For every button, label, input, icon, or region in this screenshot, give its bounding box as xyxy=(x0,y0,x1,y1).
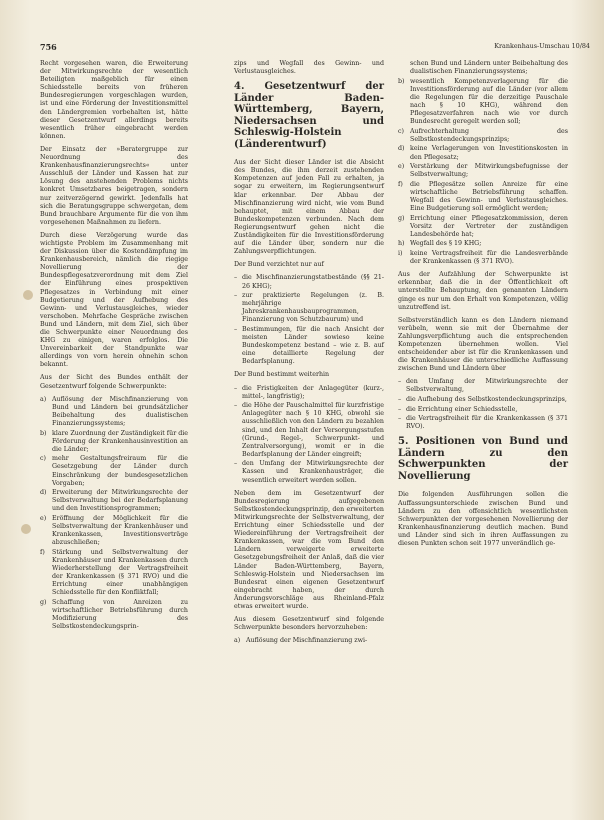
list-marker: a) xyxy=(40,395,47,403)
list-item-text: Auflösung der Mischfinanzierung von Bund und Ländern bei grundsätzlicher Beibehaltung des dualistischen Finanzierungssystems; xyxy=(52,395,188,427)
list-item-text: die Pflegesätze sollen Anreize für eine wirtschaftliche Betriebsführung schaffen. Wegfall des Gewinn- und Verlustausgleiches. Eine Budgetierung soll ermöglicht werden; xyxy=(410,180,568,213)
list-marker: h) xyxy=(398,240,405,248)
list-marker: f) xyxy=(40,548,45,556)
list-item-text: Wegfall des § 19 KHG; xyxy=(410,240,482,248)
text-column-right xyxy=(398,60,568,553)
enumerated-list xyxy=(234,637,384,645)
dash-list xyxy=(234,385,384,485)
list-item: – den Umfang der Mitwirkungsrechte der Kassen und Krankenhausträger, die wesentlich erweitert werden sollen. xyxy=(234,460,384,484)
list-marker: g) xyxy=(398,214,405,222)
list-item: – die Mischfinanzierungstatbestände (§§ 21-26 KHG); xyxy=(234,274,384,290)
list-item xyxy=(398,250,568,266)
enumerated-list xyxy=(398,60,568,266)
journal-running-title: Krankenhaus-Umschau 10/84 xyxy=(494,42,590,50)
list-item-text: die Vertragsfreiheit für die Krankenkassen (§ 371 RVO). xyxy=(406,415,568,431)
list-item-text: klare Zuordnung der Zuständigkeit für die Förderung der Krankenhausinvestition an die Länder; xyxy=(52,429,188,453)
list-item xyxy=(40,515,188,547)
list-item-text: den Umfang der Mitwirkungsrechte der Kassen und Krankenhausträger, die wesentlich erweitert werden sollen. xyxy=(242,460,384,484)
list-marker: a) xyxy=(234,637,241,645)
list-marker: i) xyxy=(398,250,403,258)
list-item xyxy=(40,430,188,454)
list-item xyxy=(40,455,188,487)
list-item-text: die Errichtung einer Schiedsstelle, xyxy=(406,405,518,413)
paragraph: zips und Wegfall des Gewinn- und Verlustausgleiches. xyxy=(234,60,384,76)
page-number: 756 xyxy=(40,42,57,52)
list-item-text: die Höhe der Pauschalmittel für kurzfristige Anlagegüter nach § 10 KHG, obwohl sie ausschließlich von den Ländern zu bezahlen sind, und den Inhalt der Versorgungsstufen (Grund-, Regel-, Schwerpunkt- und Zentralversorgung), womit er in die Bedarfsplanung der Länder eingreift; xyxy=(242,402,384,458)
list-item-text: keine Verlagerungen von Investitionskosten in den Pflegesatz; xyxy=(410,145,568,161)
list-item xyxy=(398,60,568,76)
list-item xyxy=(398,78,568,127)
list-marker: g) xyxy=(40,598,47,606)
list-item: – die Höhe der Pauschalmittel für kurzfristige Anlagegüter nach § 10 KHG, obwohl sie ausschließlich von den Ländern zu bezahlen sind, und den Inhalt der Versorgungsstufen (Grund-, Regel-, Schwerpunkt- und Zentralversorgung), womit er in die Bedarfsplanung der Länder eingreift; xyxy=(234,402,384,458)
paragraph: Recht vorgesehen waren, die Erweiterung der Mitwirkungsrechte der wesentlich Beteiligten maßgeblich für einen Schiedsstelle bereits von früheren Bundesregierungen vorgeschlagen wurden, ist und eine Förderung der Investitionsmittel den Ländergremien vorbehalten ist, hätte dieser Gesetzentwurf allerdings bereits wesentlich früher eingebracht werden können. xyxy=(40,60,188,140)
list-item-text: Aufrechterhaltung des Selbstkostendeckungsprinzips; xyxy=(410,127,568,143)
section-heading: 5. Positionen von Bund und Ländern zu den Schwerpunkten der Novellierung xyxy=(398,436,568,482)
list-item xyxy=(40,549,188,598)
paragraph: Aus der Sicht dieser Länder ist die Absicht des Bundes, die ihm derzeit zustehenden Kompetenzen auf jeden Fall zu erhalten, ja sogar zu erweitern, im Regierungsentwurf klar erkennbar. Der Abbau der Mischfinanzierung wird nicht, wie vom Bund behauptet, mit einem Abbau der Bundeskompetenzen verbunden. Nach dem Regierungsentwurf gehen nicht die Zuständigkeiten für die Investitionsförderung auf die Länder über, sondern nur die Zahlungsverpflichtungen. xyxy=(234,159,384,256)
margin-mark-circle xyxy=(23,290,33,300)
list-item-text: zur praktizierte Regelungen (z. B. mehrjährige Jahreskrankenhausbauprogrammen, Finanzierung von Schutzbaurum) und xyxy=(242,292,384,324)
paragraph: Der Bund bestimmt weiterhin xyxy=(234,371,330,379)
list-item: – zur praktizierte Regelungen (z. B. mehrjährige Jahreskrankenhausbauprogrammen, Finanzierung von Schutzbaurum) und xyxy=(234,292,384,324)
list-item xyxy=(398,163,568,179)
list-item: – die Aufhebung des Selbstkostendeckungsprinzips, xyxy=(398,396,567,404)
list-item-text: Stärkung und Selbstverwaltung der Krankenhäuser und Krankenkassen durch Wiederherstellung der Vertragsfreiheit der Krankenkassen (§ 371 RVO) und die Errichtung einer unabhängigen Schiedsstelle für den Konfliktfall; xyxy=(52,548,188,597)
list-marker: b) xyxy=(398,77,405,85)
list-item-text: die Mischfinanzierungstatbestände (§§ 21-26 KHG); xyxy=(242,274,384,290)
list-item: – die Vertragsfreiheit für die Krankenkassen (§ 371 RVO). xyxy=(398,415,568,431)
list-item-text: Eröffnung der Möglichkeit für die Selbstverwaltung der Krankenhäuser und Krankenkassen, Investitionsverträge abzuschließen; xyxy=(52,514,188,547)
paragraph: Der Bund verzichtet nur auf xyxy=(234,261,324,269)
paragraph: Die folgenden Ausführungen sollen die Auffassungsunterschiede zwischen Bund und Ländern zu den offensichtlich wesentlichsten Schwerpunkten der vorgesehenen Novellierung der Krankenhausfinanzierung deutlich machen. Bund und Länder sind sich in ihren Auffassungen zu diesen Punkten schon seit 1977 unverändlich ge- xyxy=(398,491,568,547)
list-item-text: Auflösung der Mischfinanzierung zwi- xyxy=(246,637,368,645)
paragraph: Durch diese Verzögerung wurde das wichtigste Problem im Zusammenhang mit der Diskussion über die Kostendämpfung im Krankenhausbereich, nämlich die riegige Novellierung der Bundespflegesatzverordnung mit dem Ziel der Einführung eines prospektiven Pflegesatzes in Verbindung mit einer Budgetierung und der Aufhebung des Gewinn- und Verlustausgleiches, wieder verschoben. Mehrfache Gespräche zwischen Bund und Ländern, mit dem Ziel, sich über die Schwerpunkte einer Neuordnung des KHG zu einigen, waren erfolglos. Die Unvereinbarkeit der Standpunkte war allerdings von vorn herein ohnehin schon bekannt. xyxy=(40,231,188,369)
list-item-text: wesentlich Kompetenzverlagerung für die Investitionsförderung auf die Länder (vor allem die Regelungen für die derzeitige Pauschale nach § 10 KHG), während den Pflegesatzverfahren nach wie vor durch Bundesrecht geregelt werden soll; xyxy=(410,77,568,126)
list-item xyxy=(398,215,568,239)
list-item xyxy=(398,181,568,213)
dash-list xyxy=(234,274,384,366)
list-marker: e) xyxy=(40,514,47,522)
margin-mark-circle xyxy=(21,524,31,534)
text-column-middle xyxy=(234,60,384,650)
list-item: – den Umfang der Mitwirkungsrechte der Selbstverwaltung, xyxy=(398,378,568,394)
list-item-text: schen Bund und Ländern unter Beibehaltung des dualistischen Finanzierungssystems; xyxy=(410,60,568,76)
list-item-text: Errichtung einer Pflegesatzkommission, deren Vorsitz der Vertreter der zuständigen Landesbehörde hat; xyxy=(410,214,568,238)
paragraph: Neben dem im Gesetzentwurf der Bundesregierung aufgegebenen Selbstkostendeckungsprinzip, den erweiterten Mitwirkungsrechte der Selbstverwaltung, der Errichtung einer Schiedsstelle und der Wiedereinführung der Vertragsfreiheit der Krankenkassen, war die vom Bund den Ländern verweigerte erweiterte Gesetzgebungsfreiheit der Anlaß, daß die vier Länder Baden-Württemberg, Bayern, Schleswig-Holstein und Niedersachsen im Bundesrat einen eigenen Gesetzentwurf eingebracht haben, der durch Änderungsvorschläge aus Rheinland-Pfalz etwas erweitert wurde. xyxy=(234,489,384,610)
text-column-left xyxy=(40,60,188,636)
list-item-text: die Aufhebung des Selbstkostendeckungsprinzips, xyxy=(406,396,567,404)
list-marker: b) xyxy=(40,429,47,437)
list-item-text: den Umfang der Mitwirkungsrechte der Selbstverwaltung, xyxy=(406,378,568,394)
list-item xyxy=(40,489,188,513)
list-item xyxy=(40,396,188,428)
list-marker: d) xyxy=(398,145,405,153)
paragraph: Selbstverständlich kann es den Ländern niemand verübeln, wenn sie mit der Übernahme der Zahlungsverpflichtung auch die entsprechenden Kompetenzen übernehmen wollen. Viel entscheidender aber ist für die Krankenkassen und die Krankenhäuser die unterschiedliche Auffassung zwischen Bund und Ländern über xyxy=(398,316,568,373)
paragraph: Aus der Sicht des Bundes enthält der Gesetzentwurf folgende Schwerpunkte: xyxy=(40,374,188,390)
list-marker: e) xyxy=(398,163,405,171)
page-header xyxy=(40,42,590,52)
list-item-text: keine Vertragsfreiheit für die Landesverbände der Krankenkassen (§ 371 RVO). xyxy=(410,250,568,266)
list-item: – die Errichtung einer Schiedsstelle, xyxy=(398,405,518,413)
paragraph: Aus der Aufzählung der Schwerpunkte ist erkennbar, daß die in der Öffentlichkeit oft unterstellte Behauptung, den genannten Ländern ginge es nur um den Erhalt von Kompetenzen, völlig unzutreffend ist. xyxy=(398,271,568,311)
list-item xyxy=(398,240,568,248)
list-item-text: Erweiterung der Mitwirkungsrechte der Selbstverwaltung bei der Bedarfsplanung und den Investitionsprogrammen; xyxy=(52,489,188,513)
list-item xyxy=(234,637,384,645)
list-item-text: mehr Gestaltungsfreiraum für die Gesetzgebung der Länder durch Einschränkung der bundesgesetzlichen Vorgaben; xyxy=(52,455,188,487)
list-marker: c) xyxy=(40,455,46,463)
list-marker: c) xyxy=(398,127,404,135)
list-item xyxy=(40,599,188,631)
paragraph: Aus diesem Gesetzentwurf sind folgende Schwerpunkte besonders hervorzuheben: xyxy=(234,616,384,632)
list-item-text: Verstärkung der Mitwirkungsbefugnisse der Selbstverwaltung; xyxy=(410,163,568,179)
list-item xyxy=(398,145,568,161)
dash-list xyxy=(398,378,568,431)
list-item xyxy=(398,128,568,144)
section-heading: 4. Gesetzentwurf der Länder Baden-Württemberg, Bayern, Niedersachsen und Schleswig-Holstein (Länderentwurf) xyxy=(234,81,384,150)
list-marker: f) xyxy=(398,180,403,188)
list-item: – die Fristigkeiten der Anlagegüter (kurz-, mittel-, langfristig); xyxy=(234,384,384,400)
paragraph: Der Einsatz der »Beratergruppe zur Neuordnung des Krankenhausfinanzierungsrechts« unter Ausschluß der Länder und Kassen hat zur Lösung des anstehenden Problems nichts konkret Umsetzbares beigetragen, sondern nur zeitverzögernd gewirkt. Jedenfalls hat sich die Beratungsgruppe schwergetan, dem Bund brauchbare Argumente für die von ihm vorgesehenen Maßnahmen zu liefern. xyxy=(40,145,188,226)
enumerated-list xyxy=(40,396,188,632)
list-item: – Bestimmungen, für die nach Ansicht der meisten Länder sowieso keine Bundeskompetenz bestand – wie z. B. auf eine detaillierte Regelung der Bedarfsplanung. xyxy=(234,325,384,366)
list-item-text: die Fristigkeiten der Anlagegüter (kurz-, mittel-, langfristig); xyxy=(242,384,384,400)
list-item-text: Bestimmungen, für die nach Ansicht der meisten Länder sowieso keine Bundeskompetenz bestand – wie z. B. auf eine detaillierte Regelung der Bedarfsplanung. xyxy=(242,325,384,366)
list-item-text: Schaffung von Anreizen zu wirtschaftlicher Betriebsführung durch Modifizierung des Selbstkostendeckungsprin- xyxy=(52,598,188,631)
list-marker: d) xyxy=(40,489,47,497)
